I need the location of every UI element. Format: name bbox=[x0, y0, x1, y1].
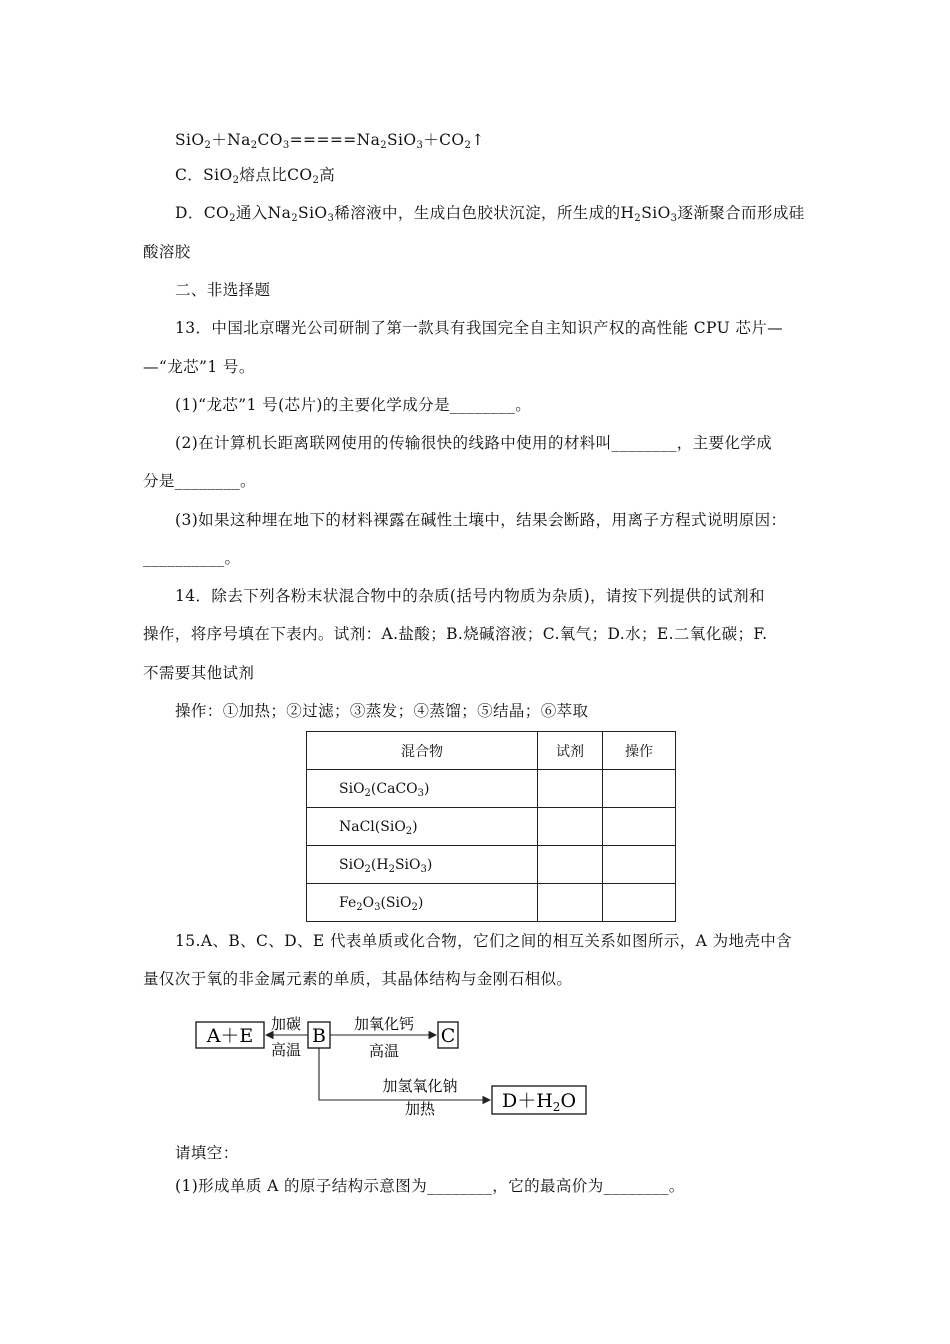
question-13-part-3-line-2: __________。 bbox=[143, 549, 241, 567]
table-header-row bbox=[307, 732, 676, 770]
question-13-part-1: (1)“龙芯”1 号(芯片)的主要化学成分是________。 bbox=[175, 396, 532, 414]
box-a-plus-e-label: A＋E bbox=[206, 1025, 254, 1047]
reagent-cell bbox=[538, 846, 603, 884]
question-13-part-2-line-2: 分是________。 bbox=[143, 472, 256, 490]
operation-cell bbox=[603, 808, 676, 846]
option-d-line-2: 酸溶胶 bbox=[143, 243, 191, 261]
mixture-cell: $SiO_2(H_2SiO_3)$ bbox=[307, 846, 538, 884]
label-add-cao: 加氧化钙 bbox=[353, 1015, 415, 1033]
reaction-diagram bbox=[190, 1008, 590, 1128]
reagent-cell bbox=[538, 808, 603, 846]
mixture-cell: $Fe_2O_3(SiO_2)$ bbox=[307, 884, 538, 922]
question-13-part-3-line-1: (3)如果这种埋在地下的材料裸露在碱性土壤中，结果会断路，用离子方程式说明原因： bbox=[175, 511, 787, 529]
operation-cell bbox=[603, 770, 676, 808]
question-13-line-1: 13．中国北京曙光公司研制了第一款具有我国完全自主知识产权的高性能 CPU 芯片— bbox=[175, 319, 784, 337]
mixture-cell: NaCl(SiO$_2$) bbox=[307, 808, 538, 846]
reagent-cell bbox=[538, 770, 603, 808]
mixture-cell: SiO$_2$(CaCO$_3$) bbox=[307, 770, 538, 808]
mixture-table bbox=[306, 731, 676, 922]
table-row bbox=[307, 808, 676, 846]
question-14-line-1: 14．除去下列各粉末状混合物中的杂质(括号内物质为杂质)，请按下列提供的试剂和 bbox=[175, 587, 765, 605]
question-15-line-1: 15.A、B、C、D、E 代表单质或化合物，它们之间的相互关系如图所示，A 为地壳中含 bbox=[175, 932, 793, 950]
box-b-label: B bbox=[312, 1025, 326, 1047]
question-13-line-2: —“龙芯”1 号。 bbox=[143, 358, 255, 376]
label-add-carbon: 加碳 bbox=[270, 1015, 302, 1033]
reagent-cell bbox=[538, 884, 603, 922]
label-high-temp-left: 高温 bbox=[270, 1041, 302, 1059]
fill-in-prompt: 请填空： bbox=[175, 1144, 239, 1162]
header-operation: 操作 bbox=[603, 732, 676, 770]
box-d-plus-h2o-label: $D+H_2O$ bbox=[501, 1090, 577, 1114]
operation-cell bbox=[603, 884, 676, 922]
box-c-label: C bbox=[440, 1025, 456, 1047]
label-heating: 加热 bbox=[404, 1100, 436, 1118]
question-15-part-1: (1)形成单质 A 的原子结构示意图为________，它的最高价为________。 bbox=[175, 1177, 685, 1195]
question-13-part-2-line-1: (2)在计算机长距离联网使用的传输很快的线路中使用的材料叫________，主要化学成 bbox=[175, 434, 773, 452]
question-15-line-2: 量仅次于氧的非金属元素的单质，其晶体结构与金刚石相似。 bbox=[143, 970, 573, 988]
table-row bbox=[307, 770, 676, 808]
section-heading: 二、非选择题 bbox=[175, 281, 271, 299]
option-d-line-1: D．$CO_2$通入$Na_2SiO_3$稀溶液中，生成白色胶状沉淀，所生成的$H_2SiO_3$逐渐聚合而形成硅 bbox=[175, 204, 805, 224]
label-high-temp-mid: 高温 bbox=[368, 1042, 400, 1060]
operation-cell bbox=[603, 846, 676, 884]
question-14-operations: 操作：①加热；②过滤；③蒸发；④蒸馏；⑤结晶；⑥萃取 bbox=[175, 702, 589, 720]
table-row bbox=[307, 846, 676, 884]
header-reagent: 试剂 bbox=[538, 732, 603, 770]
question-14-line-2: 操作，将序号填在下表内。试剂：A.盐酸；B.烧碱溶液；C.氧气；D.水；E.二氧化碳；F. bbox=[143, 625, 768, 643]
equation-line: $SiO_2+Na_2CO_3=====Na_2SiO_3+CO_2↑$ bbox=[175, 131, 485, 151]
table-row bbox=[307, 884, 676, 922]
question-14-line-3: 不需要其他试剂 bbox=[143, 664, 255, 682]
option-c: C．SiO$_2$熔点比$CO_2$高 bbox=[175, 166, 336, 186]
label-add-naoh: 加氢氧化钠 bbox=[382, 1077, 458, 1095]
header-mixture: 混合物 bbox=[307, 732, 538, 770]
